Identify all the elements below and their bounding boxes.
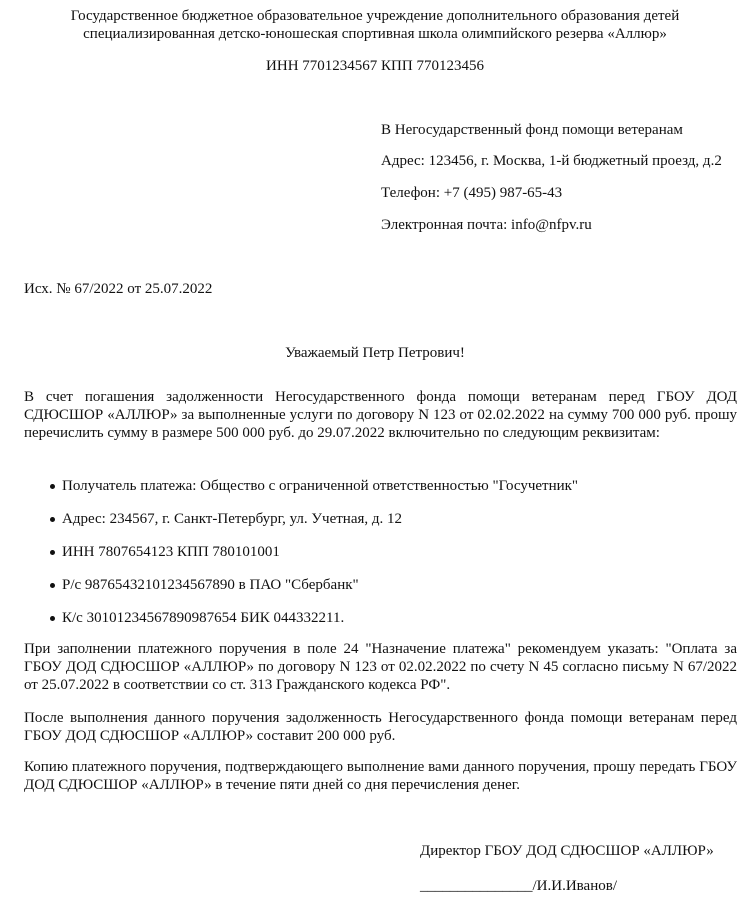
- list-item-text: Адрес: 234567, г. Санкт-Петербург, ул. Учетная, д. 12: [62, 511, 403, 527]
- recipient-name: В Негосударственный фонд помощи ветеранам: [381, 122, 683, 138]
- signature-line: _______________/И.И.Иванов/: [420, 878, 617, 894]
- org-name-line-2: специализированная детско-юношеская спортивная школа олимпийского резерва «Аллюр»: [83, 26, 667, 42]
- salutation: Уважаемый Петр Петрович!: [285, 345, 465, 361]
- paragraph-payment-request: В счет погашения задолженности Негосударственного фонда помощи ветеранам перед ГБОУ ДОД СДЮСШОР «АЛЛЮР» за выполненные услуги по договору N 123 от 02.02.2022 на сумму 700 000 руб. прошу перечислить сумму в размере 500 000 руб. до 29.07.2022 включительно по следующим реквизитам:: [24, 389, 737, 441]
- bullet-dot: [50, 583, 55, 588]
- paragraph-remaining-debt: После выполнения данного поручения задолженность Негосударственного фонда помощи ветеранам перед ГБОУ ДОД СДЮСШОР «АЛЛЮР» составит 200 000 руб.: [24, 710, 737, 744]
- paragraph-payment-purpose: При заполнении платежного поручения в поле 24 "Назначение платежа" рекомендуем указать: "Оплата за ГБОУ ДОД СДЮСШОР «АЛЛЮР» по договору N 123 от 02.02.2022 по счету N 45 согласно письму N 67/2022 от 25.07.2022 в соответствии со ст. 313 Гражданского кодекса РФ".: [24, 641, 737, 693]
- list-item-text: К/с 30101234567890987654 БИК 044332211.: [62, 610, 345, 626]
- bullet-dot: [50, 616, 55, 621]
- recipient-email: Электронная почта: info@nfpv.ru: [381, 217, 592, 233]
- bullet-dot: [50, 484, 55, 489]
- list-item-text: ИНН 7807654123 КПП 780101001: [62, 544, 280, 560]
- outgoing-reference: Исх. № 67/2022 от 25.07.2022: [24, 281, 213, 297]
- org-inn-kpp: ИНН 7701234567 КПП 770123456: [266, 58, 484, 74]
- bullet-dot: [50, 550, 55, 555]
- list-item-text: Получатель платежа: Общество с ограниченной ответственностью "Госучетник": [62, 478, 579, 494]
- recipient-address: Адрес: 123456, г. Москва, 1-й бюджетный проезд, д.2: [381, 153, 722, 169]
- signature-position: Директор ГБОУ ДОД СДЮСШОР «АЛЛЮР»: [420, 843, 714, 859]
- list-item-text: Р/с 98765432101234567890 в ПАО "Сбербанк": [62, 577, 359, 593]
- bullet-dot: [50, 517, 55, 522]
- org-name-line-1: Государственное бюджетное образовательное учреждение дополнительного образования детей: [70, 8, 680, 24]
- paragraph-copy-request: Копию платежного поручения, подтверждающего выполнение вами данного поручения, прошу передать ГБОУ ДОД СДЮСШОР «АЛЛЮР» в течение пяти дней со дня перечисления денег.: [24, 759, 737, 793]
- recipient-phone: Телефон: +7 (495) 987-65-43: [381, 185, 563, 201]
